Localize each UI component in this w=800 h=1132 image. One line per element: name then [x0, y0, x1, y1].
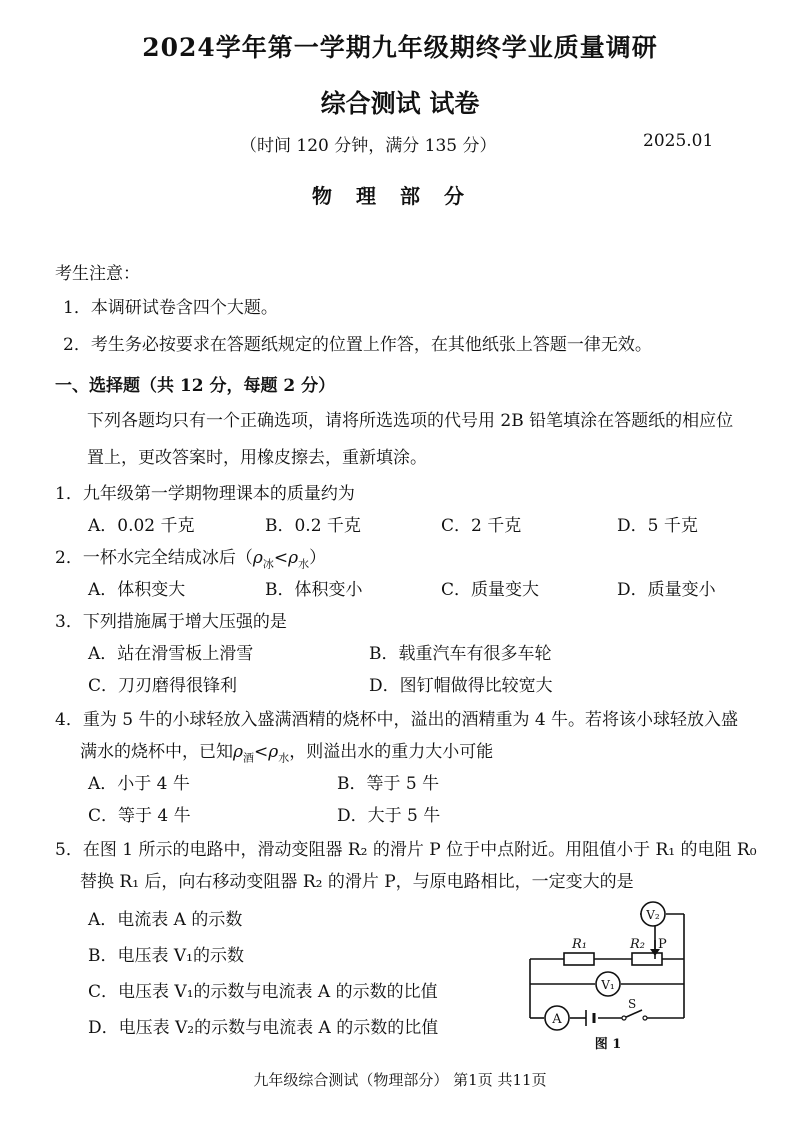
notice-heading: 考生注意： [55, 264, 140, 284]
q4-option-d: D．大于 5 牛 [337, 806, 441, 826]
q4-option-c: C．等于 4 牛 [88, 806, 191, 826]
q2-stem-text: 2．一杯水完全结成冰后（ [55, 548, 253, 568]
section-intro-line-1: 下列各题均只有一个正确选项，请将所选选项的代号用 2B 铅笔填涂在答题纸的相应位 [87, 411, 734, 431]
v1-label: V₁ [601, 978, 615, 992]
exam-subtitle: 综合测试 试卷 [320, 89, 480, 118]
exam-date: 2025.01 [643, 131, 714, 151]
figure-caption: 图 1 [594, 1037, 622, 1052]
alcohol-subscript: 酒 [243, 751, 254, 765]
ammeter-label: A [552, 1012, 562, 1027]
exam-meta: （时间 120 分钟，满分 135 分） [240, 136, 497, 156]
q4-line-1: 4．重为 5 牛的小球轻放入盛满酒精的烧杯中，溢出的酒精重为 4 牛。若将该小球轻放入盛 [55, 710, 739, 730]
r1-label: R₁ [572, 937, 587, 952]
rho-symbol: ρ [288, 548, 299, 568]
q1-option-b: B．0.2 千克 [265, 516, 361, 536]
q1-option-a: A．0.02 千克 [88, 516, 195, 536]
q5-line-1: 5．在图 1 所示的电路中，滑动变阻器 R₂ 的滑片 P 位于中点附近。用阻值小于 R₁ 的电阻 R₀ [55, 840, 757, 860]
rho-symbol: ρ [233, 742, 243, 762]
switch-contact [643, 1016, 647, 1020]
v2-label: V₂ [646, 908, 660, 922]
q5-option-a: A．电流表 A 的示数 [88, 910, 243, 930]
notice-item-2: 2．考生务必按要求在答题纸规定的位置上作答，在其他纸张上答题一律无效。 [63, 335, 652, 355]
water-subscript: 水 [298, 557, 310, 571]
r2-label: R₂ [630, 937, 645, 952]
q5-option-c: C．电压表 V₁的示数与电流表 A 的示数的比值 [88, 982, 438, 1002]
section-intro-line-2: 置上，更改答案时，用橡皮擦去，重新填涂。 [87, 448, 427, 468]
q4-line-2-a: 满水的烧杯中，已知 [80, 742, 233, 762]
rho-symbol: ρ [268, 742, 279, 762]
q2-option-b: B．体积变小 [265, 580, 363, 600]
exam-title: 2024学年第一学期九年级期终学业质量调研 [142, 33, 658, 62]
ice-subscript: 冰 [262, 557, 274, 571]
water-subscript: 水 [278, 751, 290, 765]
circuit-diagram [520, 898, 700, 1053]
q2-stem [55, 543, 326, 571]
q4-line-2-b: ，则溢出水的重力大小可能 [289, 742, 494, 762]
q1-stem: 1．九年级第一学期物理课本的质量约为 [55, 484, 355, 504]
switch-contact [622, 1016, 626, 1020]
less-than: < [273, 548, 289, 568]
q1-option-c: C．2 千克 [441, 516, 522, 536]
section-heading: 一、选择题（共 12 分，每题 2 分） [55, 376, 336, 396]
resistor-r1 [564, 953, 594, 965]
q4-option-a: A．小于 4 牛 [88, 774, 190, 794]
q4-option-b: B．等于 5 牛 [337, 774, 440, 794]
q1-option-d: D．5 千克 [617, 516, 698, 536]
switch-label: S [628, 997, 637, 1011]
less-than: < [254, 742, 269, 762]
q4-line-2 [80, 737, 493, 765]
notice-item-1: 1．本调研试卷含四个大题。 [63, 298, 278, 318]
resistor-r2 [632, 953, 662, 965]
page-footer: 九年级综合测试（物理部分） 第1页 共11页 [253, 1071, 547, 1089]
q3-option-a: A．站在滑雪板上滑雪 [88, 644, 254, 664]
q5-option-d: D．电压表 V₂的示数与电流表 A 的示数的比值 [88, 1018, 439, 1038]
q2-option-c: C．质量变大 [441, 580, 540, 600]
q2-option-d: D．质量变小 [617, 580, 716, 600]
q3-option-c: C．刀刃磨得很锋利 [88, 676, 238, 696]
slider-label: P [658, 937, 667, 952]
rho-symbol: ρ [252, 548, 263, 568]
q3-stem: 3．下列措施属于增大压强的是 [55, 612, 287, 632]
subject-heading: 物理部分 [312, 184, 488, 208]
q3-option-d: D．图钉帽做得比较宽大 [369, 676, 553, 696]
q3-option-b: B．载重汽车有很多车轮 [369, 644, 552, 664]
close-paren: ） [309, 548, 327, 568]
q2-option-a: A．体积变大 [88, 580, 186, 600]
q5-option-b: B．电压表 V₁的示数 [88, 946, 244, 966]
q5-line-2: 替换 R₁ 后，向右移动变阻器 R₂ 的滑片 P，与原电路相比，一定变大的是 [80, 872, 634, 892]
